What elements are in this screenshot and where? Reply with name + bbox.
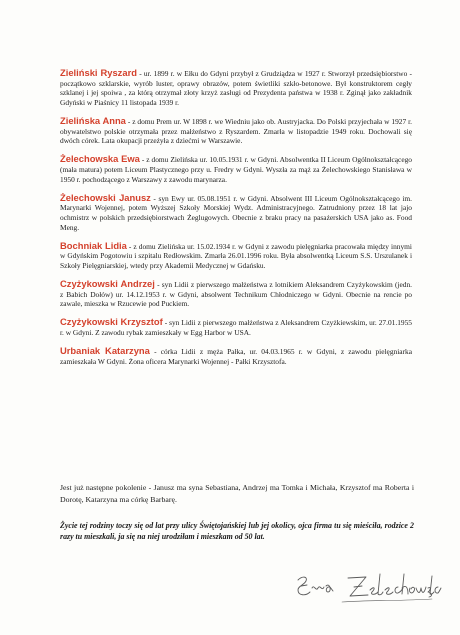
biography-entry xyxy=(60,241,412,271)
biography-entry xyxy=(60,279,412,309)
person-name: Czyżykowski Krzysztof xyxy=(60,316,163,328)
biography-list xyxy=(60,68,412,375)
family-motto-paragraph: Życie tej rodziny toczy się od lat przy ulicy Świętojańskiej lub jej okolicy, ojca firma tu się mieściła, rodzice 2 razy tu mieszkali, ja się na niej urodziłam i mieszkam od 50 lat. xyxy=(60,520,414,542)
biography-text: - ur. 1899 r. w Ełku do Gdyni przybył z Grudziądza w 1927 r. Stworzył przedsiębiorstwo - początkowo szklarskie, wyrób luster, oprawy obrazów, potem świetliki szkło-betonowe. Był konstruktorem cegły szklanej i jej spoiwa , za którą otrzymał złoty krzyż zasługi od Prezydenta państwa w 1938 r. Zginął jako zakładnik Gdyński w Piaśnicy 11 listopada 1939 r. xyxy=(60,69,413,107)
person-name: Żelechowski Janusz xyxy=(60,191,151,203)
next-generation-paragraph: Jest już następne pokolenie - Janusz ma syna Sebastiana, Andrzej ma Tomka i Michała, Krzysztof ma Roberta i Dorotę, Katarzyna ma córkę Barbarę. xyxy=(60,482,414,504)
person-name: Urbaniak Katarzyna xyxy=(60,345,150,357)
signature-drawing xyxy=(292,566,442,610)
biography-entry xyxy=(60,154,412,184)
biography-text: - z domu Prem ur. W 1898 r. we Wiedniu jako ob. Austryjacka. Do Polski przyjechała w 1927 r. obywatelstwo polskie otrzymała przez małżeństwo z Ryszardem. Zmarła w listopadzie 1949 roku. Dochowali się dwóch córek. Lata okupacji przeżyła z dziećmi w Warszawie. xyxy=(60,116,412,146)
biography-text: - z domu Zielińska ur. 15.02.1934 r. w Gdyni z zawodu pielęgniarka pracowała między innymi w Gdyńskim Pogotowiu i szpitalu Redłowskim. Zmarła 26.01.1996 roku. Była absolwentką Liceum S.S. Urszulanek i Szkoły Pielęgniarskiej, wtedy przy Akademii Medycznej w Gdańsku. xyxy=(60,241,412,270)
biography-entry xyxy=(60,346,412,366)
person-name: Bochniak Lidia xyxy=(60,239,127,251)
person-name: Czyżykowski Andrzej xyxy=(60,278,155,290)
biography-entry xyxy=(60,317,412,337)
biography-text: - syn Ewy ur. 05.08.1951 r. w Gdyni. Absolwent III Liceum Ogólnokształcącego im. Marynarki Wojennej, potem Wyższej Szkoły Morskiej Wydz. Administracyjnego. Zatrudniony przez 18 lat jajo ochmistrz w polskich przedsiębiorstwach Żeglugowych. Obecnie z braku pracy na pasażerskich USA jako as. Food Meng. xyxy=(60,193,412,232)
biography-text: - córka Lidii z męża Pałka, ur. 04.03.1965 r. w Gdyni, z zawodu pielęgniarka zamieszkała W Gdyni. Żona oficera Marynarki Wojennej - Pałki Krzysztofa. xyxy=(60,347,412,366)
biography-text: - z domu Zielińska ur. 10.05.1931 r. w Gdyni. Absolwentka II Liceum Ogólnokształcącego (mała matura) potem Liceum Plastycznego przy u. Fredry w Gdyni. Wyszła za mąż za Żelechowskiego Stanisława w 1950 r. pochodzącego z Warszawy z zawodu marynarza. xyxy=(60,155,412,184)
person-name: Żelechowska Ewa xyxy=(60,153,140,165)
biography-entry xyxy=(60,116,412,146)
person-name: Zielińska Anna xyxy=(60,114,126,126)
person-name: Zieliński Ryszard xyxy=(60,67,137,78)
handwritten-signature xyxy=(292,566,442,610)
biography-entry xyxy=(60,193,412,232)
biography-entry xyxy=(60,68,412,107)
biography-text: - syn Lidii z pierwszego małżeństwa z Aleksandrem Czyżkiewskim, ur. 27.01.1955 r. w Gdyni. Z zawodu rybak zamieszkały w Egg Harbor w USA. xyxy=(60,318,412,338)
biography-text: - syn Lidii z pierwszego małżeństwa z lotnikiem Aleksandrem Czyżykowskim (jedn. z Babich Dołów) ur. 14.12.1953 r. w Gdyni, absolwent Technikum Chłodniczego w Gdyni. Obecnie na rencie po zawale, mieszka w Rzucewie pod Puckiem. xyxy=(60,280,412,309)
